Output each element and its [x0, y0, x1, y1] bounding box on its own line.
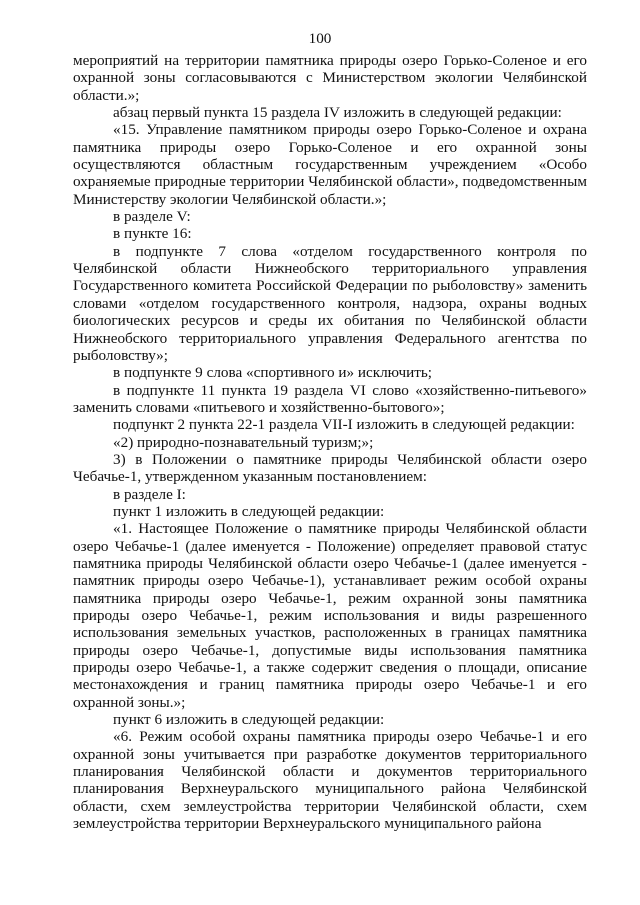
paragraph-subitem-9-amendment: в подпункте 9 слова «спортивного и» исключить; — [113, 364, 433, 382]
paragraph-item-6-text: «6. Режим особой охраны памятника природы озеро Чебачье-1 и его охранной зоны учитывается при разработке документов территориального планирования Челябинской области и документов территориального планирования Верхнеуральского муниципального района Челябинской области, схем землеустройства территории Челябинской области, схем землеустройства территории Верхнеуральского муниципального района — [73, 728, 587, 833]
paragraph-item-15-text: «15. Управление памятником природы озеро Горько-Соленое и охрана памятника природы озеро Горько-Соленое и его охранной зоны осуществляются областным государственным учреждением «Особо охраняемые природные территории Челябинской области», подведомственным Министерству экологии Челябинской области.»; — [73, 121, 587, 208]
paragraph-item-16-heading: в пункте 16: — [113, 225, 192, 243]
paragraph-amendment-item-15-intro: абзац первый пункта 15 раздела IV изложить в следующей редакции: — [113, 104, 562, 122]
paragraph-subitem-7-amendment: в подпункте 7 слова «отделом государственного контроля по Челябинской области Нижнеобского территориального управления Государственного комитета Российской Федерации по рыболовству» заменить словами «отделом государственного контроля, надзора, охраны водных биологических ресурсов и среды их обитания по Челябинской области Нижнеобского территориального управления Федерального агентства по рыболовству»; — [73, 242, 587, 364]
page-number: 100 — [308, 30, 332, 47]
paragraph-item-3-chebachye: 3) в Положении о памятнике природы Челябинской области озеро Чебачье-1, утвержденном указанным постановлением: — [73, 450, 587, 486]
document-body — [73, 52, 587, 832]
paragraph-subitem-2-text: «2) природно-познавательный туризм;»; — [113, 433, 374, 451]
paragraph-continuation: мероприятий на территории памятника природы озеро Горько-Соленое и его охранной зоны согласовываются с Министерством экологии Челябинской области.»; — [73, 52, 587, 104]
paragraph-section-1-heading: в разделе I: — [113, 485, 186, 503]
paragraph-subitem-11-amendment: в подпункте 11 пункта 19 раздела VI слово «хозяйственно-питьевого» заменить словами «питьевого и хозяйственно-бытового»; — [73, 381, 587, 416]
paragraph-subitem-2-intro: подпункт 2 пункта 22-1 раздела VII-I изложить в следующей редакции: — [113, 416, 575, 434]
paragraph-section-5-heading: в разделе V: — [113, 208, 191, 226]
paragraph-item-6-intro: пункт 6 изложить в следующей редакции: — [113, 711, 385, 729]
paragraph-item-1-text: «1. Настоящее Положение о памятнике природы Челябинской области озеро Чебачье-1 (далее именуется - Положение) определяет правовой статус памятника природы Челябинской области озеро Чебачье-1 (далее именуется - памятник природы озеро Чебачье-1), устанавливает режим особой охраны памятника природы озеро Чебачье-1, режим охранной зоны памятника природы озеро Чебачье-1, режим использования и виды разрешенного использования земельных участков, расположенных в границах памятника природы озеро Чебачье-1, допустимые виды использования памятника природы озеро Чебачье-1, а также содержит сведения о площади, описание местонахождения и границ памятника природы озеро Чебачье-1 и его охранной зоны.»; — [73, 520, 587, 711]
paragraph-item-1-intro: пункт 1 изложить в следующей редакции: — [113, 502, 385, 520]
